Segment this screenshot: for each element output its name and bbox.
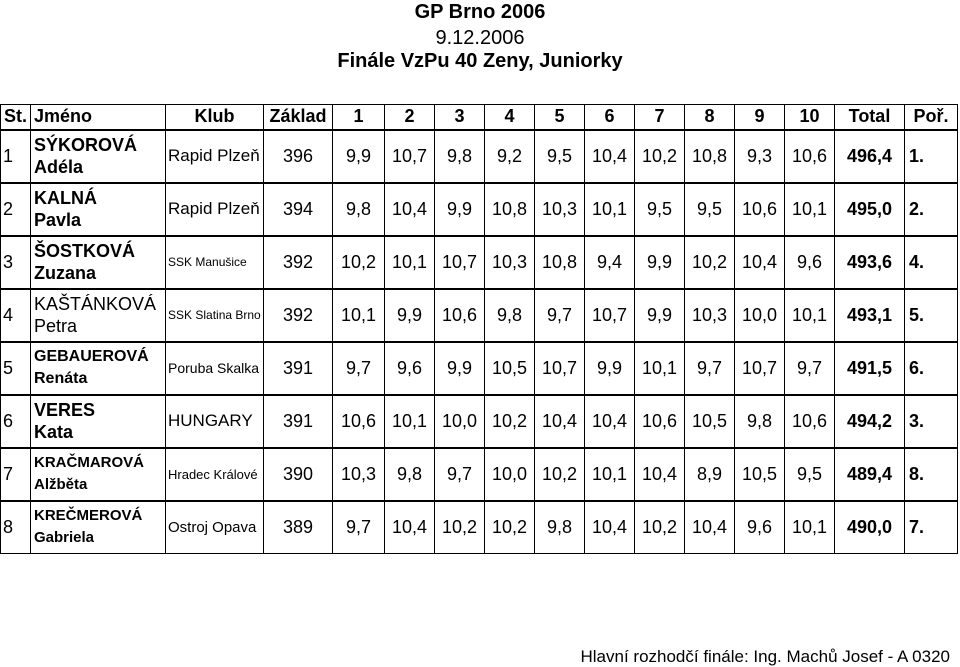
series-score: 10,1 (635, 342, 685, 395)
final-rank: 7. (905, 501, 958, 554)
total-score: 493,6 (835, 236, 905, 289)
series-score: 9,6 (785, 236, 835, 289)
table-row (1, 501, 958, 554)
series-score: 10,5 (735, 448, 785, 501)
series-score: 10,1 (333, 289, 385, 342)
col-header-rank: Poř. (905, 105, 958, 130)
series-score: 9,4 (585, 236, 635, 289)
club: Ostroj Opava (166, 501, 264, 554)
series-score: 9,8 (435, 130, 485, 183)
series-score: 10,2 (535, 448, 585, 501)
start-number: 7 (1, 448, 31, 501)
series-score: 10,4 (585, 501, 635, 554)
base-score: 392 (264, 236, 333, 289)
series-score: 9,7 (535, 289, 585, 342)
base-score: 392 (264, 289, 333, 342)
first-name: Kata (34, 422, 74, 442)
series-score: 10,0 (735, 289, 785, 342)
series-score: 10,7 (735, 342, 785, 395)
series-score: 10,7 (535, 342, 585, 395)
col-header-s5: 5 (535, 105, 585, 130)
series-score: 10,1 (785, 501, 835, 554)
table-row (1, 395, 958, 448)
col-header-s6: 6 (585, 105, 635, 130)
start-number: 5 (1, 342, 31, 395)
surname: SÝKOROVÁ (34, 135, 138, 155)
series-score: 10,6 (735, 183, 785, 236)
athlete-name (31, 289, 166, 342)
club: HUNGARY (166, 395, 264, 448)
table-row (1, 448, 958, 501)
series-score: 10,3 (685, 289, 735, 342)
surname: ŠOSTKOVÁ (34, 241, 136, 261)
base-score: 390 (264, 448, 333, 501)
series-score: 9,9 (385, 289, 435, 342)
table-row (1, 289, 958, 342)
series-score: 9,9 (635, 289, 685, 342)
series-score: 10,1 (585, 448, 635, 501)
series-score: 10,6 (435, 289, 485, 342)
table-row (1, 130, 958, 183)
chief-referee-note: Hlavní rozhodčí finále: Ing. Machů Josef - A 0320 (580, 647, 950, 666)
total-score: 491,5 (835, 342, 905, 395)
series-score: 9,7 (785, 342, 835, 395)
series-score: 9,8 (385, 448, 435, 501)
athlete-name (31, 448, 166, 501)
series-score: 9,9 (435, 183, 485, 236)
header-row (1, 105, 958, 130)
total-score: 489,4 (835, 448, 905, 501)
series-score: 10,4 (735, 236, 785, 289)
series-score: 10,7 (435, 236, 485, 289)
final-rank: 1. (905, 130, 958, 183)
series-score: 9,5 (635, 183, 685, 236)
first-name: Zuzana (34, 263, 97, 283)
start-number: 6 (1, 395, 31, 448)
col-header-start: St. (1, 105, 31, 130)
series-score: 10,0 (435, 395, 485, 448)
final-rank: 4. (905, 236, 958, 289)
base-score: 389 (264, 501, 333, 554)
club: SSK Manušice (166, 236, 264, 289)
series-score: 10,4 (585, 130, 635, 183)
series-score: 10,1 (385, 395, 435, 448)
series-score: 10,1 (585, 183, 635, 236)
series-score: 10,2 (685, 236, 735, 289)
start-number: 3 (1, 236, 31, 289)
series-score: 10,4 (535, 395, 585, 448)
athlete-name (31, 342, 166, 395)
series-score: 9,8 (333, 183, 385, 236)
col-header-s9: 9 (735, 105, 785, 130)
series-score: 10,8 (685, 130, 735, 183)
total-score: 495,0 (835, 183, 905, 236)
results-table (0, 104, 958, 554)
series-score: 10,8 (535, 236, 585, 289)
series-score: 10,3 (535, 183, 585, 236)
series-score: 9,6 (385, 342, 435, 395)
series-score: 10,2 (485, 501, 535, 554)
athlete-name (31, 236, 166, 289)
club: Rapid Plzeň (166, 183, 264, 236)
col-header-club: Klub (166, 105, 264, 130)
page-subtitle: Finále VzPu 40 Zeny, Juniorky (337, 50, 623, 72)
series-score: 9,5 (785, 448, 835, 501)
final-rank: 3. (905, 395, 958, 448)
club: Hradec Králové (166, 448, 264, 501)
col-header-s7: 7 (635, 105, 685, 130)
col-header-total: Total (835, 105, 905, 130)
series-score: 9,7 (685, 342, 735, 395)
series-score: 10,5 (685, 395, 735, 448)
total-score: 493,1 (835, 289, 905, 342)
series-score: 10,3 (485, 236, 535, 289)
series-score: 9,9 (333, 130, 385, 183)
total-score: 494,2 (835, 395, 905, 448)
series-score: 10,4 (685, 501, 735, 554)
club: Poruba Skalka (166, 342, 264, 395)
series-score: 10,8 (485, 183, 535, 236)
base-score: 394 (264, 183, 333, 236)
series-score: 9,8 (735, 395, 785, 448)
series-score: 10,7 (585, 289, 635, 342)
series-score: 10,6 (333, 395, 385, 448)
series-score: 9,2 (485, 130, 535, 183)
series-score: 10,4 (635, 448, 685, 501)
col-header-s8: 8 (685, 105, 735, 130)
series-score: 10,7 (385, 130, 435, 183)
series-score: 9,8 (535, 501, 585, 554)
series-score: 10,6 (635, 395, 685, 448)
base-score: 391 (264, 342, 333, 395)
first-name: Pavla (34, 210, 82, 230)
col-header-s2: 2 (385, 105, 435, 130)
series-score: 9,9 (635, 236, 685, 289)
athlete-name (31, 395, 166, 448)
event-date: 9.12.2006 (435, 27, 525, 49)
first-name: Adéla (34, 157, 84, 177)
first-name: Renáta (34, 370, 88, 387)
series-score: 10,2 (635, 130, 685, 183)
final-rank: 5. (905, 289, 958, 342)
series-score: 10,4 (385, 183, 435, 236)
table-row (1, 342, 958, 395)
first-name: Gabriela (34, 529, 95, 547)
series-score: 10,1 (785, 183, 835, 236)
athlete-name (31, 183, 166, 236)
start-number: 4 (1, 289, 31, 342)
table-row (1, 236, 958, 289)
total-score: 490,0 (835, 501, 905, 554)
final-rank: 8. (905, 448, 958, 501)
base-score: 391 (264, 395, 333, 448)
series-score: 9,7 (435, 448, 485, 501)
col-header-s3: 3 (435, 105, 485, 130)
total-score: 496,4 (835, 130, 905, 183)
first-name: Alžběta (34, 476, 88, 493)
col-header-base: Základ (264, 105, 333, 130)
start-number: 8 (1, 501, 31, 554)
series-score: 9,9 (435, 342, 485, 395)
series-score: 10,1 (785, 289, 835, 342)
series-score: 10,2 (435, 501, 485, 554)
surname: KREČMEROVÁ (34, 507, 143, 525)
final-rank: 6. (905, 342, 958, 395)
surname: KALNÁ (34, 188, 97, 208)
athlete-name (31, 130, 166, 183)
series-score: 9,3 (735, 130, 785, 183)
table-row (1, 183, 958, 236)
series-score: 9,8 (485, 289, 535, 342)
series-score: 10,4 (585, 395, 635, 448)
athlete-name (31, 501, 166, 554)
series-score: 9,5 (685, 183, 735, 236)
start-number: 1 (1, 130, 31, 183)
start-number: 2 (1, 183, 31, 236)
series-score: 10,1 (385, 236, 435, 289)
series-score: 10,3 (333, 448, 385, 501)
series-score: 10,5 (485, 342, 535, 395)
series-score: 9,7 (333, 501, 385, 554)
col-header-s10: 10 (785, 105, 835, 130)
surname: GEBAUEROVÁ (34, 348, 149, 365)
series-score: 9,5 (535, 130, 585, 183)
series-score: 9,9 (585, 342, 635, 395)
series-score: 10,2 (635, 501, 685, 554)
series-score: 10,4 (385, 501, 435, 554)
final-rank: 2. (905, 183, 958, 236)
series-score: 10,6 (785, 130, 835, 183)
club: SSK Slatina Brno (166, 289, 264, 342)
series-score: 8,9 (685, 448, 735, 501)
surname: KRAČMAROVÁ (34, 454, 144, 471)
page-title: GP Brno 2006 (414, 1, 546, 23)
series-score: 10,0 (485, 448, 535, 501)
col-header-name: Jméno (31, 105, 166, 130)
club: Rapid Plzeň (166, 130, 264, 183)
col-header-s1: 1 (333, 105, 385, 130)
surname: VERES (34, 400, 96, 420)
surname: KAŠTÁNKOVÁ (34, 294, 157, 314)
first-name: Petra (34, 316, 78, 336)
series-score: 9,6 (735, 501, 785, 554)
base-score: 396 (264, 130, 333, 183)
series-score: 10,2 (333, 236, 385, 289)
series-score: 10,2 (485, 395, 535, 448)
col-header-s4: 4 (485, 105, 535, 130)
series-score: 10,6 (785, 395, 835, 448)
series-score: 9,7 (333, 342, 385, 395)
